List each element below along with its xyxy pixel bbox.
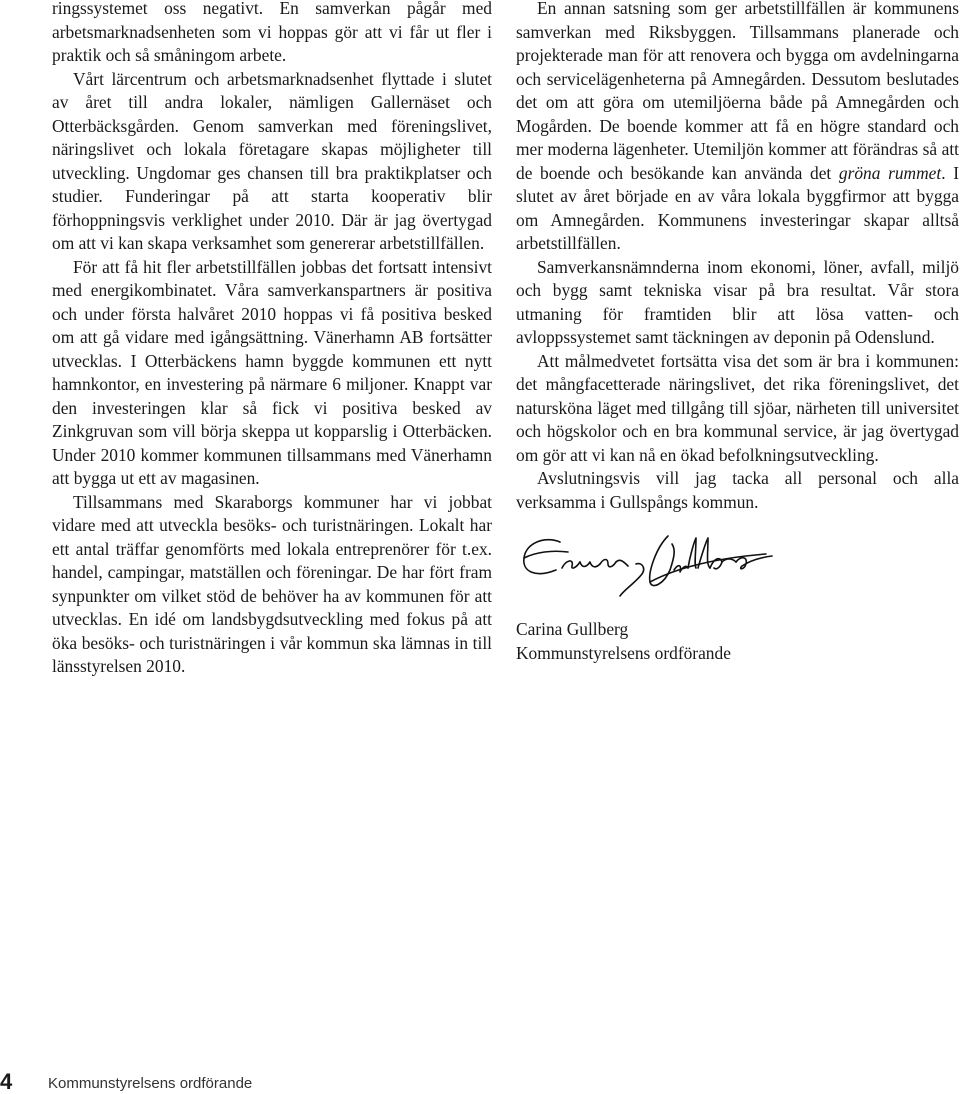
signatory-name: Carina Gullberg	[516, 619, 629, 639]
right-paragraph-4: Avslutningsvis vill jag tacka all personal och alla verksamma i Gullspångs kommun.	[516, 468, 959, 512]
left-paragraph-1: ringssystemet oss negativt. En samverkan pågår med arbetsmarknadsenheten som vi hoppas gör att vi får ut fler i praktik och så småningom arbete.	[52, 0, 492, 65]
left-paragraph-2: Vårt lärcentrum och arbetsmarknadsenhet flyttade i slutet av året till andra lokaler, nämligen Gallernäset och Otterbäcksgården. Genom samverkan med föreningslivet, näringslivet och lokala företagare skapas möjligheter till utveckling. Ungdomar ges chansen till bra praktikplatser och studier. Funderingar på att starta kooperativ blir förhoppningsvis verklighet under 2010. Där är jag övertygad om att vi kan skapa verksamhet som genererar arbetstillfällen.	[52, 68, 492, 253]
footer-section-title: Kommunstyrelsens ordförande	[48, 1075, 253, 1092]
right-paragraph-1-text-end: . I slutet av året började en av våra lokala byggfirmor att bygga om Amnegården. Kommunens investeringar skapar alltså arbetstillfällen.	[516, 162, 959, 253]
signatory-title: Kommunstyrelsens ordförande	[516, 642, 731, 663]
right-column	[516, 0, 959, 665]
right-paragraph-1-text: En annan satsning som ger arbetstillfällen är kommunens samverkan med Riksbyggen. Tillsammans planerade och projekterade man för att renovera och bygga om avdelningarna och servicelägenheterna på Amnegården. Dessutom beslutades det om att göra om utemiljöerna både på Amnegården och Mogården. De boende kommer att få en högre standard och mer moderna lägenheter. Utemiljön kommer att förändras så att de boende och besökande kan använda det	[516, 0, 959, 183]
right-paragraph-3: Att målmedvetet fortsätta visa det som är bra i kommunen: det mångfacetterade näringslivet, det rika föreningslivet, det natursköna läget med tillgång till sjöar, närheten till universitet och högskolor och en bra kommunal service, är jag övertygad om gör att vi kan nå en ökad befolkningsutveckling.	[516, 350, 959, 465]
right-paragraph-1	[516, 0, 959, 256]
left-paragraph-3: För att få hit fler arbetstillfällen jobbas det fortsatt intensivt med energikombinatet. Våra samverkanspartners är positiva och under första halvåret 2010 hoppas vi få positiva besked om att gå vidare med igångsättning. Vänerhamn AB fortsätter utvecklas. I Otterbäckens hamn byggde kommunen ett nytt hamnkontor, en investering på närmare 6 miljoner. Knappt var den investeringen klar så fick vi positiva besked av Zinkgruvan som vill börja skeppa ut kopparslig i Otterbäcken. Under 2010 kommer kommunen tillsammans med Vänerhamn att bygga ut ett av magasinen.	[52, 256, 492, 488]
left-column	[52, 0, 492, 679]
left-paragraph-4: Tillsammans med Skaraborgs kommuner har vi jobbat vidare med att utveckla besöks- och turistnäringen. Lokalt har ett antal träffar genomförts med lokala entreprenörer för t.ex. handel, campingar, matställen och föreningar. De har fört fram synpunkter om vilket stöd de behöver ha av kommunen för att utvecklas. En idé om landsbygdsutveckling med fokus på att öka besöks- och turistnäringen i vår kommun ska lämnas in till länsstyrelsen 2010.	[52, 491, 492, 676]
signoff-block	[516, 618, 959, 665]
page-number: 4	[0, 1069, 13, 1094]
right-paragraph-2: Samverkansnämnderna inom ekonomi, löner, avfall, miljö och bygg samt tekniska visar på bra resultat. Vår stora utmaning för framtiden blir att lösa vatten- och avloppssystemet samt täckningen av deponin på Odenslund.	[516, 256, 959, 347]
green-room-emphasis: gröna rummet	[838, 162, 942, 183]
handwritten-signature	[516, 528, 816, 602]
